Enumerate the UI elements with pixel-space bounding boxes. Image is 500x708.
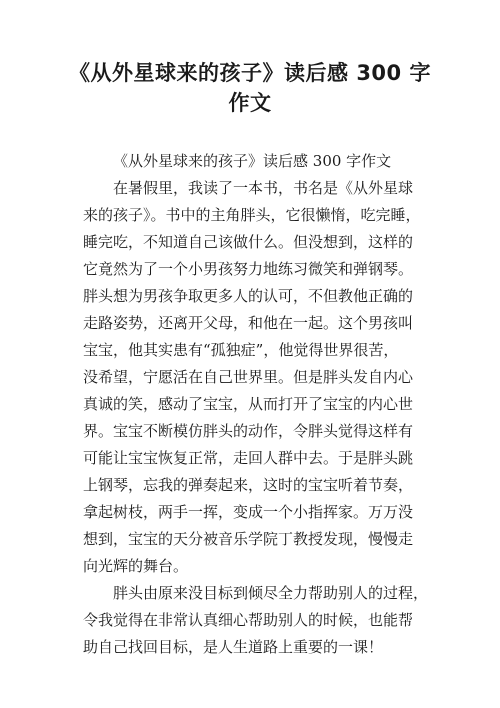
paragraph-line: 上钢琴，忘我的弹奏起来，这时的宝宝听着节奏，	[83, 476, 414, 494]
paragraph-line: 在暑假里，我读了一本书，书名是《从外星球	[113, 179, 414, 197]
title-line-2: 作文	[228, 91, 272, 115]
title-line-1: 《从外星球来的孩子》读后感 300 字	[69, 61, 431, 85]
subtitle: 《从外星球来的孩子》读后感 300 字作文	[113, 152, 392, 170]
paragraph-line: 胖头想为男孩争取更多人的认可，不但教他正确的	[83, 287, 414, 305]
paragraph-line: 宝宝，他其实患有“孤独症”，他觉得世界很苦，	[83, 341, 399, 359]
paragraph-2	[83, 580, 429, 661]
paragraph-line: 没希望，宁愿活在自己世界里。但是胖头发自内心	[83, 368, 414, 386]
paragraph-line: 界。宝宝不断模仿胖头的动作，令胖头觉得这样有	[83, 422, 414, 440]
paragraph-line: 它竟然为了一个小男孩努力地练习微笑和弹钢琴。	[83, 260, 414, 278]
paragraph-1	[83, 175, 423, 580]
document-body	[83, 148, 429, 661]
paragraph-line: 走路姿势，还离开父母，和他在一起。这个男孩叫	[83, 314, 414, 332]
paragraph-line: 向光辉的舞台。	[83, 557, 189, 575]
paragraph-line: 令我觉得在非常认真细心帮助别人的时候，也能帮	[83, 611, 414, 629]
paragraph-line: 想到，宝宝的天分被音乐学院丁教授发现，慢慢走	[83, 530, 414, 548]
paragraph-line: 来的孩子》。书中的主角胖头，它很懒惰，吃完睡，	[83, 206, 421, 224]
paragraph-line: 拿起树枝，两手一挥，变成一个小指挥家。万万没	[83, 503, 414, 521]
paragraph-line: 胖头由原来没目标到倾尽全力帮助别人的过程，	[113, 584, 429, 602]
paragraph-line: 助自己找回目标，是人生道路上重要的一课！	[83, 638, 384, 656]
document-title	[60, 58, 440, 118]
paragraph-line: 可能让宝宝恢复正常，走回人群中去。于是胖头跳	[83, 449, 414, 467]
paragraph-line: 睡完吃，不知道自己该做什么。但没想到，这样的	[83, 233, 414, 251]
paragraph-line: 真诚的笑，感动了宝宝，从而打开了宝宝的内心世	[83, 395, 414, 413]
